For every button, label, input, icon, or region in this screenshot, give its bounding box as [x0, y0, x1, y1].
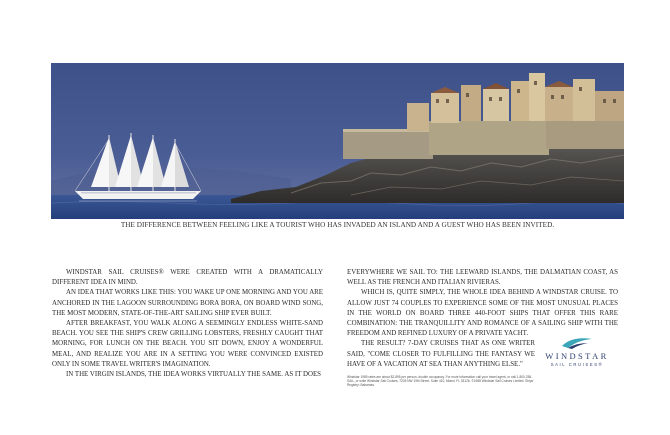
logo-sub-text: SAIL CRUISES® [550, 362, 604, 367]
hero-photo [51, 63, 624, 219]
paragraph: IN THE VIRGIN ISLANDS, THE IDEA WORKS VIRTUALLY THE SAME. AS IT DOES [66, 371, 321, 379]
paragraph: EVERYWHERE WE SAIL TO: THE LEEWARD ISLANDS, THE DALMATIAN COAST, AS WELL AS THE FRENCH AND ITALIAN RIVIERAS. [347, 269, 618, 287]
photo-caption: THE DIFFERENCE BETWEEN FEELING LIKE A TOURIST WHO HAS INVADED AN ISLAND AND A GUEST WHO HAS BEEN INVITED. [120, 221, 555, 229]
paragraph: AFTER BREAKFAST, YOU WALK ALONG A SEEMINGLY ENDLESS WHITE-SAND BEACH. YOU SEE THE SHIP'S CREW GRILLING LOBSTERS, FRESHLY CAUGHT THAT MORNING, FOR LUNCH ON THE BEACH. YOU SIT DOWN, ENJOY A WONDERFUL MEAL, AND REALIZE YOU ARE IN A SETTING YOU WERE CONVINCED EXISTED ONLY IN SOME TRAVEL WRITER'S IMAGINATION. [52, 320, 323, 368]
paragraph: WINDSTAR SAIL CRUISES® WERE CREATED WITH A DRAMATICALLY DIFFERENT IDEA IN MIND. [52, 269, 323, 287]
windstar-logo [538, 336, 616, 367]
paragraph: THE RESULT? 7-DAY CRUISES THAT AS ONE WRITER SAID, "COME CLOSER TO FULFILLING THE FANTASY WE HAVE OF A VACATION AT SEA THAN ANYTHING ELSE." [347, 340, 535, 368]
ship-and-island-illustration [51, 63, 624, 219]
fine-print: Windstar 1989 rates are about $2,895 per person, double occupancy. For more information call your travel agent, or call 1-800-258-SAIL, or write Windstar Sail Cruises, 7205 NW 19th Street, Suite 410, Miami, FL 33126. ©1988 Windstar Sail Cruises Limited. Ships' Registry: Bahamas. [347, 375, 534, 388]
body-column-left [52, 268, 323, 380]
logo-brand-text: WINDSTAR [545, 351, 609, 361]
paragraph: AN IDEA THAT WORKS LIKE THIS: YOU WAKE UP ONE MORNING AND YOU ARE ANCHORED IN THE LAGOON SURROUNDING BORA BORA, ON BOARD WIND SONG, THE MOST MODERN, STATE-OF-THE-ART SAILING SHIP EVER BUILT. [52, 289, 323, 317]
paragraph: WHICH IS, QUITE SIMPLY, THE WHOLE IDEA BEHIND A WINDSTAR CRUISE. TO ALLOW JUST 74 COUPLES TO EXPERIENCE SOME OF THE MOST UNUSUAL PLACES IN THE WORLD ON BOARD THREE 440-FOOT SHIPS THAT OFFER THIS RARE COMBINATION: THE TRANQUILLITY AND ROMANCE OF A SAILING SHIP WITH THE FREEDOM AND REFINED LUXURY OF A PRIVATE YACHT. [347, 289, 618, 338]
wind-swoosh-icon [560, 336, 594, 350]
